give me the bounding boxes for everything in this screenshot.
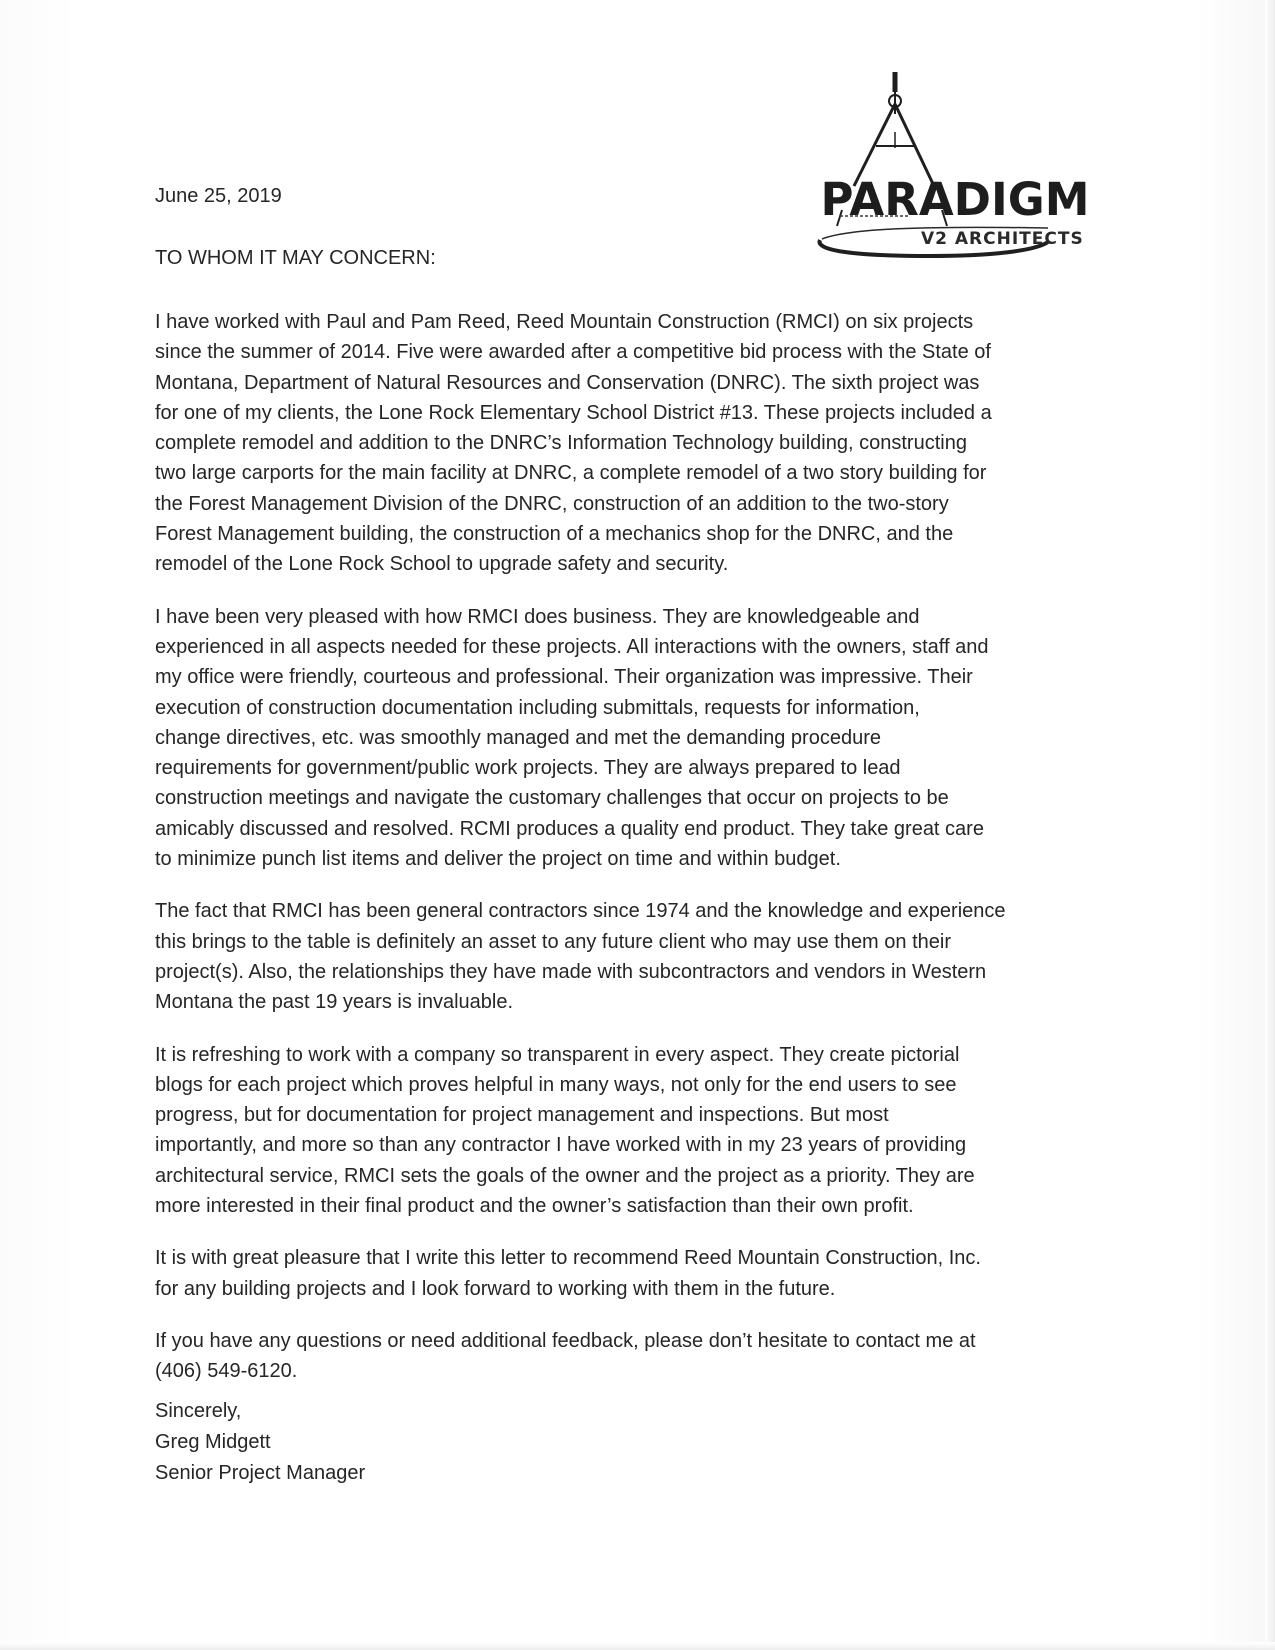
paragraph-line: architectural service, RMCI sets the goals of the owner and the project as a priority. They are (155, 1164, 975, 1187)
paragraph-line: amicably discussed and resolved. RCMI produces a quality end product. They take great care (155, 817, 984, 840)
paragraph-line: Montana, Department of Natural Resources and Conservation (DNRC). The sixth project was (155, 371, 980, 394)
paragraph-line: requirements for government/public work projects. They are always prepared to lead (155, 757, 901, 780)
paragraph-line: Forest Management building, the construction of a mechanics shop for the DNRC, and the (155, 523, 954, 546)
paragraph-line: this brings to the table is definitely an asset to any future client who may use them on their (155, 930, 951, 953)
paragraph-line: construction meetings and navigate the customary challenges that occur on projects to be (155, 787, 949, 810)
scan-shadow-bottom (0, 1642, 1275, 1650)
paragraph-line: I have been very pleased with how RMCI does business. They are knowledgeable and (155, 605, 920, 628)
paragraph-line: for any building projects and I look forward to working with them in the future. (155, 1277, 836, 1300)
paragraph-line: execution of construction documentation including submittals, requests for information, (155, 696, 920, 719)
letter-date: June 25, 2019 (155, 185, 282, 207)
letter-paragraph (155, 1326, 1130, 1387)
paragraph-line: since the summer of 2014. Five were awarded after a competitive bid process with the State of (155, 341, 991, 364)
letter-paragraph (155, 896, 1130, 1017)
paragraph-line: more interested in their final product and the owner’s satisfaction than their own profit. (155, 1195, 914, 1218)
signer-name: Greg Midgett (155, 1431, 271, 1453)
paragraph-line: experienced in all aspects needed for these projects. All interactions with the owners, staff and (155, 635, 989, 658)
paragraph-line: for one of my clients, the Lone Rock Elementary School District #13. These projects included a (155, 401, 992, 424)
closing-line: Sincerely, (155, 1400, 242, 1422)
letter-salutation: TO WHOM IT MAY CONCERN: (155, 247, 436, 269)
letter-paragraph (155, 1040, 1130, 1222)
paragraph-line: to minimize punch list items and deliver the project on time and within budget. (155, 848, 841, 871)
letter-paragraph (155, 307, 1130, 580)
paragraph-line: the Forest Management Division of the DNRC, construction of an addition to the two-story (155, 492, 949, 515)
paragraph-line: my office were friendly, courteous and professional. Their organization was impressive. Their (155, 666, 973, 689)
paragraph-line: project(s). Also, the relationships they have made with subcontractors and vendors in Western (155, 960, 987, 983)
paragraph-line: change directives, etc. was smoothly managed and met the demanding procedure (155, 726, 881, 749)
scan-shadow-edge (1265, 0, 1275, 1650)
paragraph-line: importantly, and more so than any contractor I have worked with in my 23 years of providing (155, 1134, 967, 1157)
paragraph-line: remodel of the Lone Rock School to upgrade safety and security. (155, 553, 729, 576)
logo-company-subtitle: V2 ARCHITECTS (921, 229, 1084, 249)
paragraph-line: two large carports for the main facility at DNRC, a complete remodel of a two story building for (155, 462, 987, 485)
paragraph-line: Montana the past 19 years is invaluable. (155, 991, 513, 1014)
paragraph-line: It is with great pleasure that I write this letter to recommend Reed Mountain Construction, Inc. (155, 1247, 981, 1270)
signer-title: Senior Project Manager (155, 1462, 366, 1484)
letter-paragraph (155, 602, 1130, 875)
letter-body (155, 307, 1130, 1409)
letter-paragraph (155, 1243, 1130, 1304)
paragraph-line: The fact that RMCI has been general contractors since 1974 and the knowledge and experience (155, 900, 1006, 923)
paragraph-line: progress, but for documentation for project management and inspections. But most (155, 1104, 889, 1127)
company-logo (810, 68, 1110, 288)
paragraph-line: blogs for each project which proves helpful in many ways, not only for the end users to see (155, 1073, 957, 1096)
paragraph-line: It is refreshing to work with a company so transparent in every aspect. They create pictorial (155, 1043, 960, 1066)
logo-company-name: PARADIGM (820, 173, 1090, 226)
paragraph-line: I have worked with Paul and Pam Reed, Reed Mountain Construction (RMCI) on six projects (155, 311, 974, 333)
paragraph-line: complete remodel and addition to the DNRC’s Information Technology building, constructing (155, 432, 967, 455)
paragraph-line: If you have any questions or need additional feedback, please don’t hesitate to contact me at (155, 1329, 976, 1352)
paragraph-line: (406) 549-6120. (155, 1360, 298, 1383)
letter-signature-block (155, 1396, 365, 1489)
